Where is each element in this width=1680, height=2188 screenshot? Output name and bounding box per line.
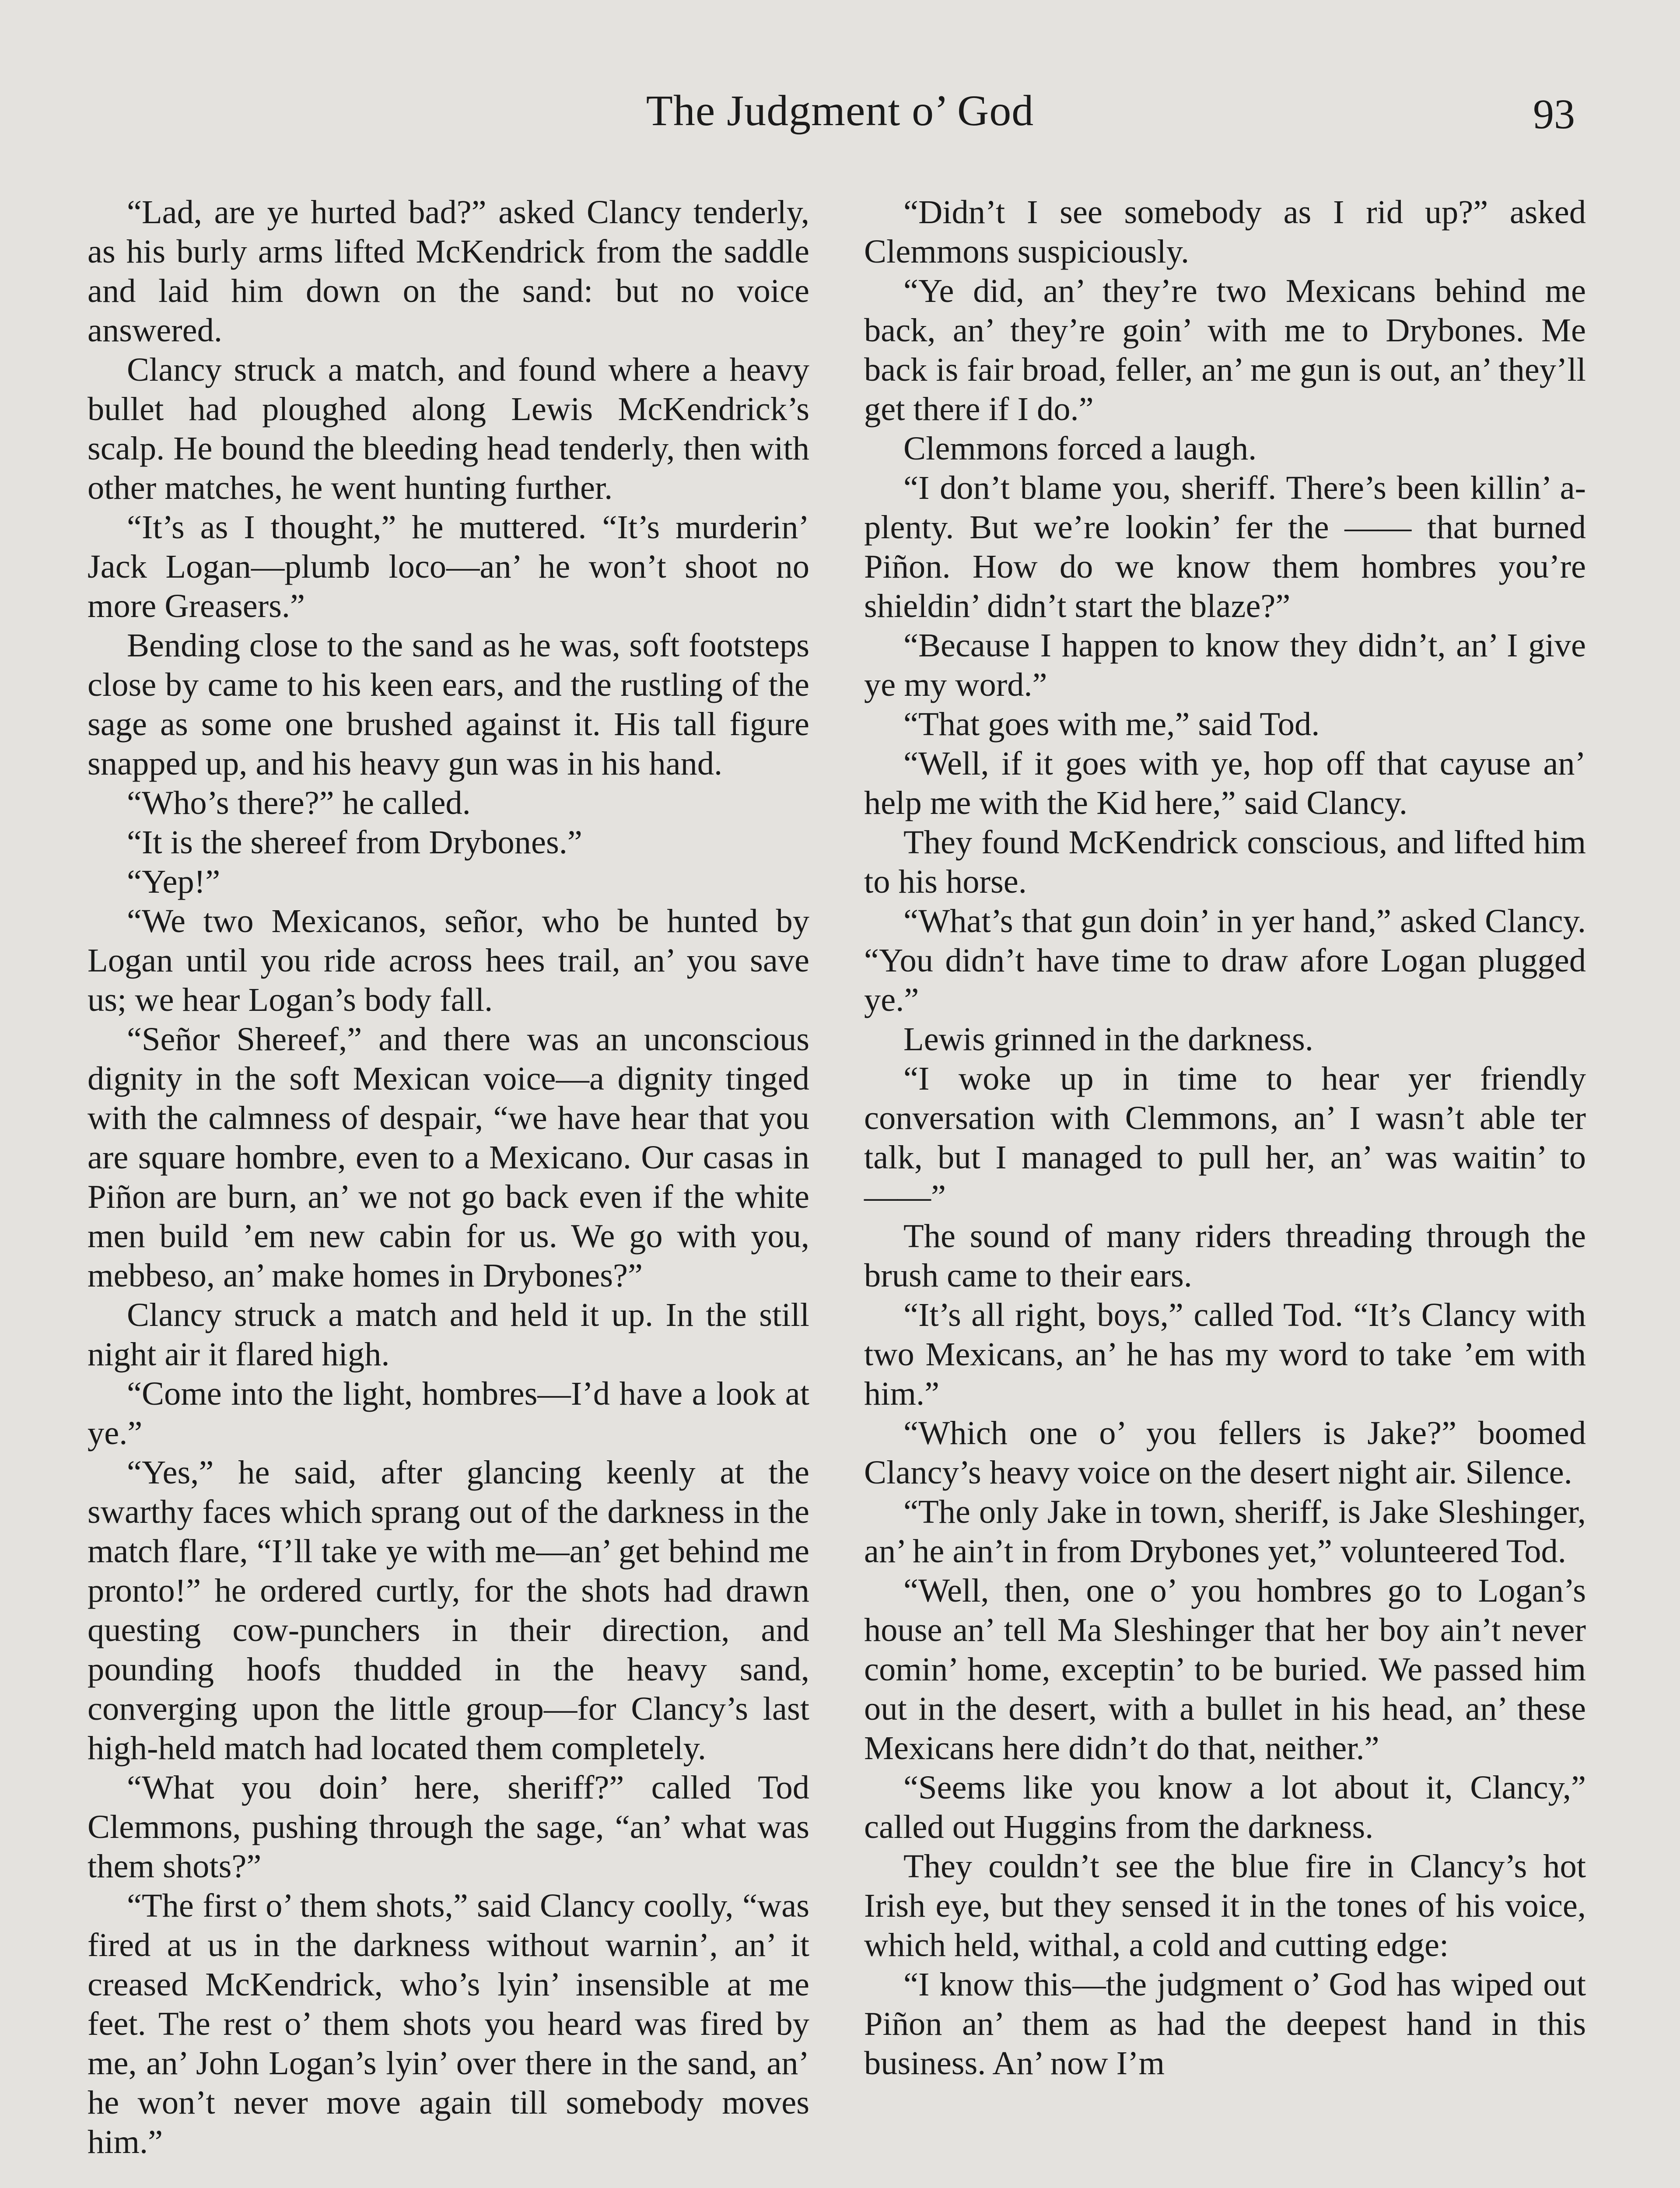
page-header [0, 85, 1680, 147]
right-column [864, 193, 1586, 2083]
paragraph: Clancy struck a match and held it up. In the still night air it flared high. [88, 1296, 809, 1373]
paragraph: “Who’s there?” he called. [127, 784, 471, 821]
paragraph: “Ye did, an’ they’re two Mexicans behind me back, an’ they’re goin’ with me to Drybones. Me back is fair broad, feller, an’ me gun is out, an’ they’ll get there if I do.” [864, 272, 1586, 428]
paragraph: “I know this—the judgment o’ God has wiped out Piñon an’ them as had the deepest hand in this business. An’ now I’m [864, 1966, 1586, 2082]
paragraph: “It’s all right, boys,” called Tod. “It’s Clancy with two Mexicans, an’ he has my word to take ’em with him.” [864, 1296, 1586, 1412]
paragraph: “We two Mexicanos, señor, who be hunted by Logan until you ride across hees trail, an’ you save us; we hear Logan’s body fall. [88, 902, 809, 1018]
paragraph: “Well, then, one o’ you hombres go to Logan’s house an’ tell Ma Sleshinger that her boy ain’t never comin’ home, exceptin’ to be buried. We passed him out in the desert, with a bullet in his head, an’ these Mexicans here didn’t do that, neither.” [864, 1572, 1586, 1767]
running-title: The Judgment o’ God [646, 86, 1034, 135]
paragraph: “Which one o’ you fellers is Jake?” boomed Clancy’s heavy voice on the desert night air. Silence. [864, 1414, 1586, 1491]
paragraph: “Señor Shereef,” and there was an unconscious dignity in the soft Mexican voice—a dignity tinged with the calmness of despair, “we have hear that you are square hombre, even to a Mexicano. Our casas in Piñon are burn, an’ we not go back even if the white men build ’em new cabin for us. We go with you, mebbeso, an’ make homes in Drybones?” [88, 1020, 809, 1294]
paragraph: “The only Jake in town, sheriff, is Jake Sleshinger, an’ he ain’t in from Drybones yet,” volunteered Tod. [864, 1493, 1586, 1570]
paragraph: “Seems like you know a lot about it, Clancy,” called out Huggins from the darkness. [864, 1769, 1586, 1845]
paragraph: “Yes,” he said, after glancing keenly at the swarthy faces which sprang out of the darkness in the match flare, “I’ll take ye with me—an’ get behind me pronto!” he ordered curtly, for the shots had drawn questing cow-punchers in their direction, and pounding hoofs thudded in the heavy sand, converging upon the little group—for Clancy’s last high-held match had located them completely. [88, 1454, 809, 1767]
paragraph: Clancy struck a match, and found where a heavy bullet had ploughed along Lewis McKendrick’s scalp. He bound the bleeding head tenderly, then with other matches, he went hunting further. [88, 351, 809, 506]
paragraph: They found McKendrick conscious, and lifted him to his horse. [864, 824, 1586, 900]
paragraph: “Well, if it goes with ye, hop off that cayuse an’ help me with the Kid here,” said Clancy. [864, 745, 1586, 821]
page-number: 93 [1533, 91, 1575, 137]
paragraph: They couldn’t see the blue fire in Clancy’s hot Irish eye, but they sensed it in the tones of his voice, which held, withal, a cold and cutting edge: [864, 1848, 1586, 1964]
paragraph: “It is the shereef from Drybones.” [127, 824, 582, 861]
paragraph: “Yep!” [127, 863, 220, 900]
paragraph: The sound of many riders threading through the brush came to their ears. [864, 1217, 1586, 1294]
paragraph: “It’s as I thought,” he muttered. “It’s murderin’ Jack Logan—plumb loco—an’ he won’t shoot no more Greasers.” [88, 508, 809, 624]
paragraph: “Didn’t I see somebody as I rid up?” asked Clemmons suspiciously. [864, 193, 1586, 270]
paragraph: “The first o’ them shots,” said Clancy coolly, “was fired at us in the darkness without warnin’, an’ it creased McKendrick, who’s lyin’ insensible at me feet. The rest o’ them shots you heard was fired by me, an’ John Logan’s lyin’ over there in the sand, an’ he won’t never move again till somebody moves him.” [88, 1887, 809, 2160]
paragraph: “I woke up in time to hear yer friendly conversation with Clemmons, an’ I wasn’t able ter talk, but I managed to pull her, an’ was waitin’ to——” [864, 1060, 1586, 1215]
paragraph: “I don’t blame you, sheriff. There’s been killin’ a-plenty. But we’re lookin’ fer the —— that burned Piñon. How do we know them hombres you’re shieldin’ didn’t start the blaze?” [864, 469, 1586, 624]
paragraph: “Because I happen to know they didn’t, an’ I give ye my word.” [864, 627, 1586, 703]
paragraph: “What you doin’ here, sheriff?” called Tod Clemmons, pushing through the sage, “an’ what was them shots?” [88, 1769, 809, 1885]
paragraph: “Lad, are ye hurted bad?” asked Clancy tenderly, as his burly arms lifted McKendrick from the saddle and laid him down on the sand: but no voice answered. [88, 193, 809, 349]
paragraph: “What’s that gun doin’ in yer hand,” asked Clancy. “You didn’t have time to draw afore Logan plugged ye.” [864, 902, 1586, 1018]
paragraph: Bending close to the sand as he was, soft footsteps close by came to his keen ears, and the rustling of the sage as some one brushed against it. His tall figure snapped up, and his heavy gun was in his hand. [88, 627, 809, 782]
paragraph: “Come into the light, hombres—I’d have a look at ye.” [88, 1375, 809, 1452]
left-column [88, 193, 809, 2162]
paragraph: Clemmons forced a laugh. [903, 430, 1257, 467]
paragraph: Lewis grinned in the darkness. [903, 1020, 1313, 1058]
paragraph: “That goes with me,” said Tod. [903, 705, 1320, 743]
